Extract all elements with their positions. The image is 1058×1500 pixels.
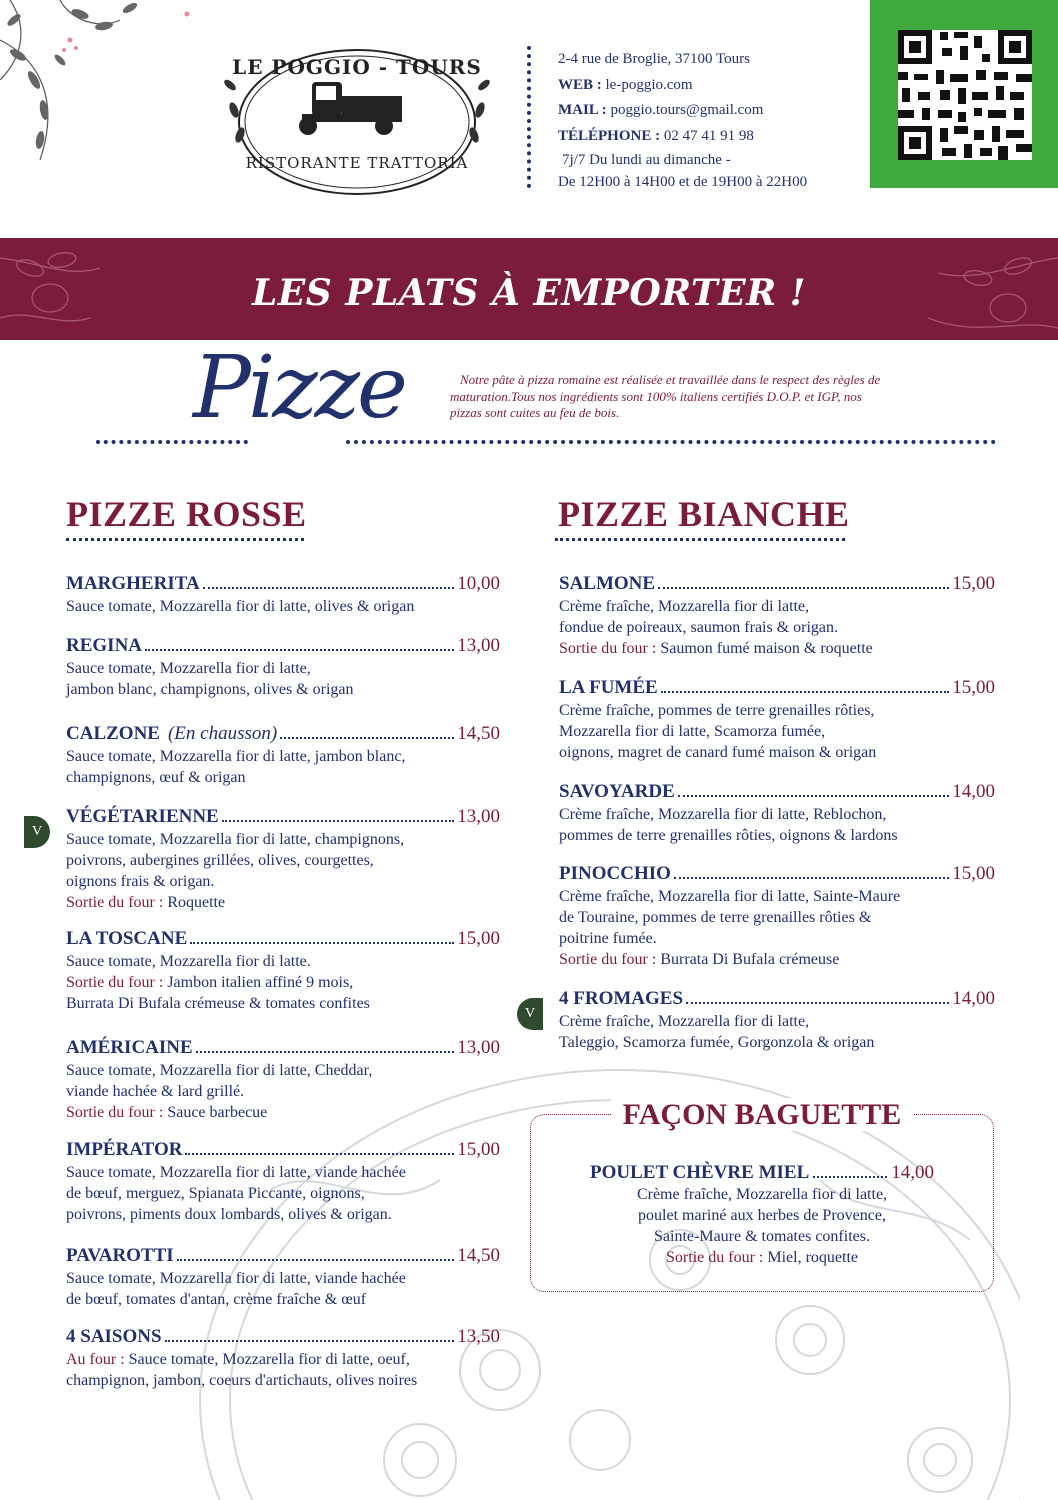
- menu-item[interactable]: [66, 723, 500, 788]
- pizze-bianche-title: PIZZE BIANCHE: [558, 494, 850, 534]
- extra-text: Miel, roquette: [767, 1249, 858, 1266]
- item-price: 13,00: [457, 806, 500, 827]
- item-description: [66, 1268, 500, 1310]
- item-price: 13,50: [457, 1326, 500, 1347]
- menu-item[interactable]: [559, 863, 995, 970]
- dot-leader: [813, 1176, 887, 1178]
- dot-leader: [674, 877, 949, 879]
- phone-line: TÉLÉPHONE : 02 47 41 91 98: [558, 127, 754, 144]
- item-row: [559, 677, 995, 700]
- mail-line: MAIL : poggio.tours@gmail.com: [558, 102, 764, 118]
- item-price: 14,00: [891, 1162, 934, 1183]
- dot-leader: [686, 1002, 949, 1004]
- menu-item[interactable]: [66, 928, 500, 1014]
- opening-days: 7j/7 Du lundi au dimanche -: [562, 152, 731, 168]
- desc-line: Sauce tomate, Mozzarella fior di latte,: [66, 660, 311, 677]
- desc-line: Sainte-Maure & tomates confites.: [654, 1228, 870, 1245]
- item-row: [66, 1139, 500, 1162]
- extra-line: [66, 993, 500, 1014]
- item-row: [559, 573, 995, 596]
- desc-line: viande hachée & lard grillé.: [66, 1083, 245, 1100]
- extra-text: Saumon fumé maison & roquette: [660, 640, 873, 657]
- item-description: [559, 700, 995, 763]
- desc-line: Crème fraîche, Mozzarella fior di latte,: [636, 1186, 888, 1203]
- menu-item[interactable]: [66, 635, 500, 700]
- pizze-intro: Notre pâte à pizza romaine est réalisée et travaillée dans le respect des règles de maturation.Tous nos ingrédients sont 100% italiens certifiés D.O.P. et IGP, nos pizzas sont cuites au feu de bois.: [450, 372, 881, 420]
- extra-text: Sauce tomate, Mozzarella fior di latte, oeuf,: [128, 1351, 410, 1368]
- extra-label: Au four :: [66, 1351, 125, 1368]
- item-price: 15,00: [952, 863, 995, 884]
- menu-item[interactable]: [559, 781, 995, 846]
- title-banner: [0, 238, 1058, 340]
- opening-hours: De 12H00 à 14H00 et de 19H00 à 22H00: [558, 174, 808, 190]
- pizze-divider-left: [96, 440, 248, 444]
- dot-leader: [145, 649, 454, 651]
- desc-line: Sauce tomate, Mozzarella fior di latte, olives & origan: [66, 598, 415, 615]
- item-note: (En chausson): [167, 723, 278, 744]
- vegetarian-badge-icon: V: [24, 816, 50, 848]
- web-link[interactable]: le-poggio.com: [605, 76, 693, 93]
- item-row: [66, 723, 500, 746]
- extra-label: Sortie du four :: [666, 1249, 764, 1266]
- item-name: LA TOSCANE: [66, 928, 188, 949]
- extra-line: [66, 1370, 500, 1391]
- dot-leader: [190, 942, 454, 944]
- desc-line: de bœuf, tomates d'antan, crème fraîche & œuf: [66, 1291, 367, 1308]
- extra-label: Sortie du four :: [559, 951, 657, 968]
- desc-line: Crème fraîche, Mozzarella fior di latte,: [559, 1013, 810, 1030]
- dot-leader: [185, 1153, 454, 1155]
- desc-line: Crème fraîche, Mozzarella fior di latte, Sainte-Maure: [559, 888, 901, 905]
- menu-item[interactable]: [66, 806, 500, 913]
- extra-label: Sortie du four :: [66, 894, 164, 911]
- desc-line: Sauce tomate, Mozzarella fior di latte, jambon blanc,: [66, 748, 406, 765]
- desc-line: de Touraine, pommes de terre grenailles rôties &: [559, 909, 872, 926]
- extra-line: [66, 972, 500, 993]
- dot-leader: [678, 795, 949, 797]
- desc-line: Sauce tomate, Mozzarella fior di latte.: [66, 953, 311, 970]
- pizze-bianche-underline: [555, 538, 845, 541]
- item-price: 14,50: [457, 723, 500, 744]
- vegetarian-badge-icon: V: [517, 998, 543, 1030]
- mail-link[interactable]: poggio.tours@gmail.com: [610, 102, 764, 118]
- logo-bottom-text: RISTORANTE TRATTORIA: [245, 154, 469, 172]
- item-name: REGINA: [66, 635, 143, 656]
- item-price: 15,00: [457, 1139, 500, 1160]
- desc-line: Sauce tomate, Mozzarella fior di latte, viande hachée: [66, 1164, 406, 1181]
- item-row: [66, 928, 500, 951]
- item-name: MARGHERITA: [66, 573, 200, 594]
- item-name: CALZONE: [66, 723, 160, 744]
- item-description: [559, 596, 995, 659]
- item-price: 15,00: [457, 928, 500, 949]
- desc-line: Sauce tomate, Mozzarella fior di latte, viande hachée: [66, 1270, 406, 1287]
- dot-leader: [658, 587, 949, 589]
- dot-leader: [222, 820, 455, 822]
- menu-item[interactable]: [66, 1245, 500, 1310]
- extra-text: Burrata Di Bufala crémeuse & tomates confites: [66, 995, 370, 1012]
- item-name: 4 FROMAGES: [559, 988, 684, 1009]
- menu-item[interactable]: [66, 1037, 500, 1123]
- desc-line: fondue de poireaux, saumon frais & origan.: [559, 619, 839, 636]
- item-name: PINOCCHIO: [559, 863, 671, 884]
- item-row: [559, 988, 995, 1011]
- item-price: 15,00: [952, 573, 995, 594]
- item-row: [66, 806, 500, 829]
- desc-line: poivrons, aubergines grillées, olives, courgettes,: [66, 852, 374, 869]
- dot-leader: [165, 1340, 455, 1342]
- extra-line: [559, 949, 995, 970]
- item-description: [66, 829, 500, 913]
- item-description: [66, 746, 500, 788]
- desc-line: pommes de terre grenailles rôties, oignons & lardons: [559, 827, 898, 844]
- item-name: LA FUMÉE: [559, 677, 658, 698]
- desc-line: Crème fraîche, Mozzarella fior di latte,: [559, 598, 810, 615]
- item-description: [559, 1011, 995, 1053]
- desc-line: oignons, magret de canard fumé maison & origan: [559, 744, 877, 761]
- item-name: POULET CHÈVRE MIEL: [590, 1162, 810, 1183]
- restaurant-logo: [212, 40, 502, 205]
- desc-line: Taleggio, Scamorza fumée, Gorgonzola & origan: [559, 1034, 875, 1051]
- item-row: [66, 573, 500, 596]
- logo-top-text: LE POGGIO - TOURS: [232, 55, 482, 79]
- extra-line: [559, 638, 995, 659]
- item-description: [559, 886, 995, 970]
- desc-line: champignons, œuf & origan: [66, 769, 246, 786]
- dot-leader: [203, 587, 455, 589]
- desc-line: poivrons, piments doux lombards, olives & origan.: [66, 1206, 392, 1223]
- item-description: [66, 596, 500, 617]
- pizze-rosse-title: PIZZE ROSSE: [66, 494, 307, 534]
- item-price: 13,00: [457, 1037, 500, 1058]
- extra-text: Jambon italien affiné 9 mois,: [167, 974, 354, 991]
- dot-leader: [177, 1259, 455, 1261]
- item-row: [66, 635, 500, 658]
- pizze-heading: Pizze: [193, 338, 405, 438]
- item-name: 4 SAISONS: [66, 1326, 162, 1347]
- decorative-leaves: [0, 0, 190, 200]
- baguette-title-wrap: [530, 1098, 994, 1132]
- contact-info: [558, 47, 807, 193]
- item-row: [559, 781, 995, 804]
- desc-line: Crème fraîche, Mozzarella fior di latte, Reblochon,: [559, 806, 887, 823]
- extra-text: Burrata Di Bufala crémeuse: [660, 951, 840, 968]
- baguette-item[interactable]: [530, 1162, 994, 1268]
- extra-text: Sauce barbecue: [167, 1104, 268, 1121]
- extra-label: Sortie du four :: [66, 974, 164, 991]
- menu-item[interactable]: [559, 988, 995, 1053]
- baguette-title: FAÇON BAGUETTE: [611, 1098, 914, 1131]
- item-description: [66, 1162, 500, 1225]
- web-line: WEB : le-poggio.com: [558, 76, 693, 93]
- item-price: 14,00: [952, 988, 995, 1009]
- banner-title: LES PLATS À EMPORTER !: [252, 272, 806, 314]
- item-row: [66, 1037, 500, 1060]
- menu-item[interactable]: [66, 1326, 500, 1391]
- extra-line: [66, 892, 500, 913]
- baguette-desc: [530, 1184, 994, 1268]
- item-row: [559, 863, 995, 886]
- extra-line: [66, 1349, 500, 1370]
- desc-line: de bœuf, merguez, Spianata Piccante, oignons,: [66, 1185, 365, 1202]
- item-description: [559, 804, 995, 846]
- item-description: [66, 658, 500, 700]
- extra-line: [530, 1247, 994, 1268]
- item-price: 15,00: [952, 677, 995, 698]
- item-description: [66, 951, 500, 1014]
- baguette-row: [590, 1162, 934, 1184]
- item-name: AMÉRICAINE: [66, 1037, 193, 1058]
- qr-code-icon[interactable]: [898, 30, 1032, 160]
- menu-item[interactable]: [559, 573, 995, 659]
- menu-item[interactable]: [66, 1139, 500, 1225]
- item-name: IMPÉRATOR: [66, 1139, 183, 1160]
- desc-line: oignons frais & origan.: [66, 873, 215, 890]
- dot-leader: [661, 691, 950, 693]
- item-name: SAVOYARDE: [559, 781, 675, 802]
- pizze-rosse-underline: [66, 538, 304, 541]
- desc-line: poitrine fumée.: [559, 930, 657, 947]
- desc-line: Crème fraîche, pommes de terre grenailles rôties,: [559, 702, 875, 719]
- extra-text: champignon, jambon, coeurs d'artichauts, olives noires: [66, 1372, 418, 1389]
- item-row: [66, 1326, 500, 1349]
- desc-line: Sauce tomate, Mozzarella fior di latte, champignons,: [66, 831, 405, 848]
- header-divider: [527, 46, 531, 188]
- dot-leader: [196, 1051, 455, 1053]
- desc-line: poulet mariné aux herbes de Provence,: [638, 1207, 886, 1224]
- item-price: 10,00: [457, 573, 500, 594]
- phone-number[interactable]: 02 47 41 91 98: [663, 127, 754, 144]
- item-name: SALMONE: [559, 573, 656, 594]
- desc-line: Sauce tomate, Mozzarella fior di latte, Cheddar,: [66, 1062, 373, 1079]
- dot-leader: [280, 737, 454, 739]
- menu-item[interactable]: [559, 677, 995, 763]
- item-name: VÉGÉTARIENNE: [66, 806, 219, 827]
- extra-label: Sortie du four :: [559, 640, 657, 657]
- address: 2-4 rue de Broglie, 37100 Tours: [558, 51, 750, 67]
- item-row: [66, 1245, 500, 1268]
- item-price: 14,00: [952, 781, 995, 802]
- menu-item[interactable]: [66, 573, 500, 617]
- item-name: PAVAROTTI: [66, 1245, 174, 1266]
- desc-line: Mozzarella fior di latte, Scamorza fumée,: [559, 723, 826, 740]
- item-description: [66, 1060, 500, 1123]
- item-description: [66, 1349, 500, 1391]
- desc-line: jambon blanc, champignons, olives & origan: [66, 681, 354, 698]
- item-price: 13,00: [457, 635, 500, 656]
- pizze-divider-right: [346, 440, 996, 444]
- extra-line: [66, 1102, 500, 1123]
- extra-text: Roquette: [167, 894, 226, 911]
- item-price: 14,50: [457, 1245, 500, 1266]
- extra-label: Sortie du four :: [66, 1104, 164, 1121]
